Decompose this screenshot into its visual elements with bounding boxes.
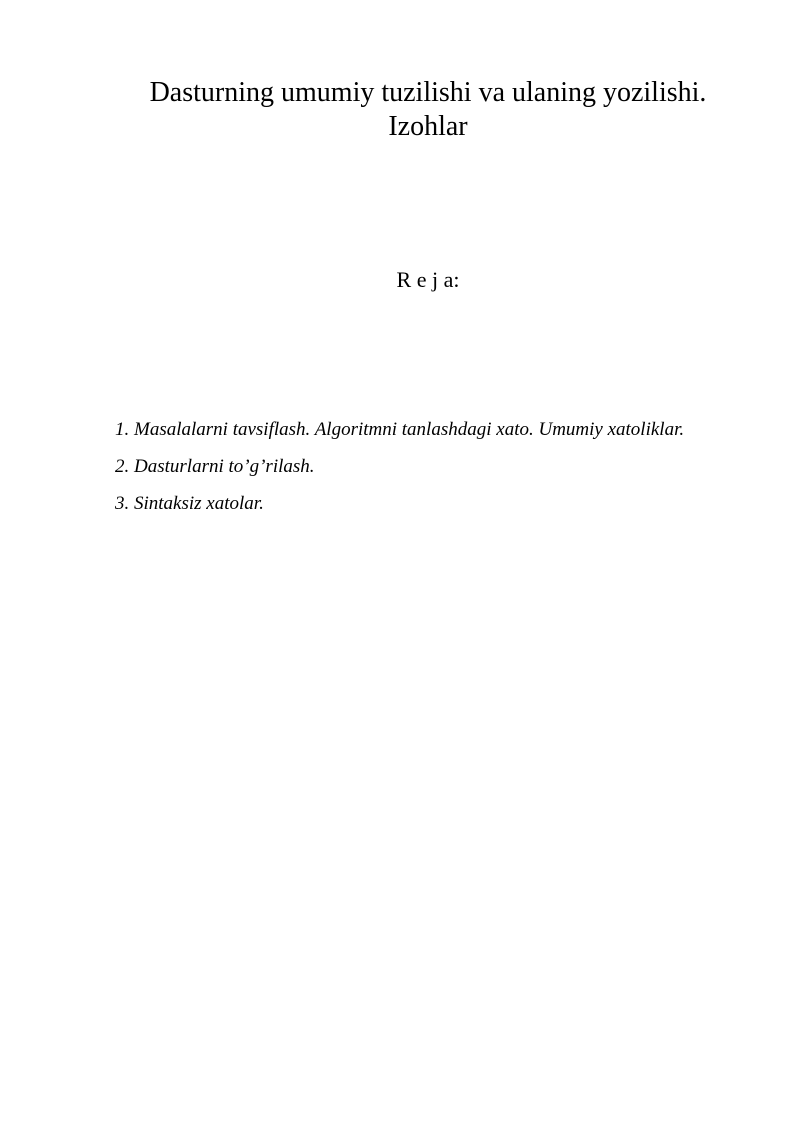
page-title <box>115 76 741 144</box>
plan-item-3: 3. Sintaksiz xatolar. <box>115 493 264 514</box>
plan-list <box>115 411 695 522</box>
title-line-1: Dasturning umumiy tuzilishi va ulaning yozilishi. <box>149 77 707 108</box>
plan-item-1: 1. Masalalarni tavsiflash. Algoritmni tanlashdagi xato. Umumiy xatoliklar. <box>115 419 685 440</box>
title-line-2: Izohlar <box>388 111 468 142</box>
plan-item-2: 2. Dasturlarni to’g’rilash. <box>115 456 315 477</box>
plan-heading: R e j a: <box>396 267 460 292</box>
